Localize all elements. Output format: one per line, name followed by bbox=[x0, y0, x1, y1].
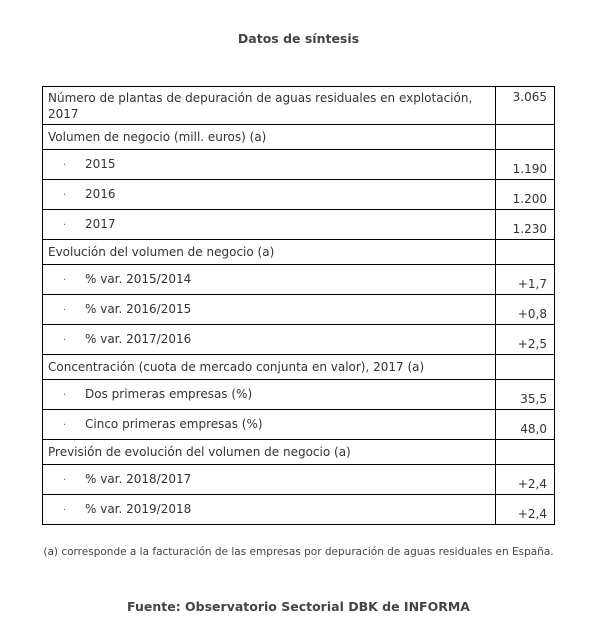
row-label bbox=[43, 295, 496, 325]
bullet-icon: · bbox=[63, 389, 67, 401]
row-label bbox=[43, 210, 496, 240]
row-value: 35,5 bbox=[496, 380, 555, 410]
bullet-icon: · bbox=[63, 189, 67, 201]
table-row bbox=[43, 465, 555, 495]
row-value: +2,4 bbox=[496, 495, 555, 525]
section-row bbox=[43, 355, 555, 380]
row-label bbox=[43, 410, 496, 440]
row-label bbox=[43, 150, 496, 180]
row-label bbox=[43, 495, 496, 525]
bullet-icon: · bbox=[63, 274, 67, 286]
row-value: +2,4 bbox=[496, 465, 555, 495]
bullet-icon: · bbox=[63, 304, 67, 316]
row-label bbox=[43, 325, 496, 355]
section-label-volumen: Volumen de negocio (mill. euros) (a) bbox=[43, 125, 496, 150]
row-label-plantas: Número de plantas de depuración de aguas residuales en explotación, 2017 bbox=[43, 87, 496, 125]
table-row bbox=[43, 265, 555, 295]
row-label-text: % var. 2017/2016 bbox=[85, 331, 192, 346]
table-row bbox=[43, 380, 555, 410]
bullet-icon: · bbox=[63, 474, 67, 486]
source-line: Fuente: Observatorio Sectorial DBK de INFORMA bbox=[127, 599, 470, 614]
row-label-text: % var. 2015/2014 bbox=[85, 271, 192, 286]
section-row bbox=[43, 125, 555, 150]
bullet-icon: · bbox=[63, 219, 67, 231]
row-value: 1.200 bbox=[496, 180, 555, 210]
row-label-text: Dos primeras empresas (%) bbox=[85, 386, 253, 401]
row-value-plantas: 3.065 bbox=[496, 87, 555, 125]
row-value: 48,0 bbox=[496, 410, 555, 440]
bullet-icon: · bbox=[63, 504, 67, 516]
table-row bbox=[43, 210, 555, 240]
synthesis-table bbox=[42, 86, 555, 525]
page-title: Datos de síntesis bbox=[237, 31, 360, 46]
row-label-text: 2017 bbox=[85, 216, 116, 231]
row-label-text: Cinco primeras empresas (%) bbox=[85, 416, 263, 431]
row-label-text: % var. 2018/2017 bbox=[85, 471, 192, 486]
row-value: +2,5 bbox=[496, 325, 555, 355]
row-label-text: % var. 2019/2018 bbox=[85, 501, 192, 516]
row-label-text: 2016 bbox=[85, 186, 116, 201]
bullet-icon: · bbox=[63, 419, 67, 431]
table-row bbox=[43, 150, 555, 180]
section-value-empty bbox=[496, 125, 555, 150]
section-value-empty bbox=[496, 440, 555, 465]
table-row bbox=[43, 295, 555, 325]
table-row bbox=[43, 87, 555, 125]
section-value-empty bbox=[496, 355, 555, 380]
row-label bbox=[43, 180, 496, 210]
section-label-concentracion: Concentración (cuota de mercado conjunta en valor), 2017 (a) bbox=[43, 355, 496, 380]
row-label-text: 2015 bbox=[85, 156, 116, 171]
bullet-icon: · bbox=[63, 159, 67, 171]
row-label-text: % var. 2016/2015 bbox=[85, 301, 192, 316]
bullet-icon: · bbox=[63, 334, 67, 346]
row-label bbox=[43, 380, 496, 410]
table-row bbox=[43, 325, 555, 355]
section-value-empty bbox=[496, 240, 555, 265]
section-row bbox=[43, 240, 555, 265]
row-value: 1.230 bbox=[496, 210, 555, 240]
section-row bbox=[43, 440, 555, 465]
table-row bbox=[43, 410, 555, 440]
row-label bbox=[43, 265, 496, 295]
row-label bbox=[43, 465, 496, 495]
footnote: (a) corresponde a la facturación de las empresas por depuración de aguas residuales en España. bbox=[43, 546, 554, 558]
table-row bbox=[43, 180, 555, 210]
table-row bbox=[43, 495, 555, 525]
section-label-prevision: Previsión de evolución del volumen de negocio (a) bbox=[43, 440, 496, 465]
row-value: 1.190 bbox=[496, 150, 555, 180]
section-label-evolucion: Evolución del volumen de negocio (a) bbox=[43, 240, 496, 265]
row-value: +0,8 bbox=[496, 295, 555, 325]
row-value: +1,7 bbox=[496, 265, 555, 295]
